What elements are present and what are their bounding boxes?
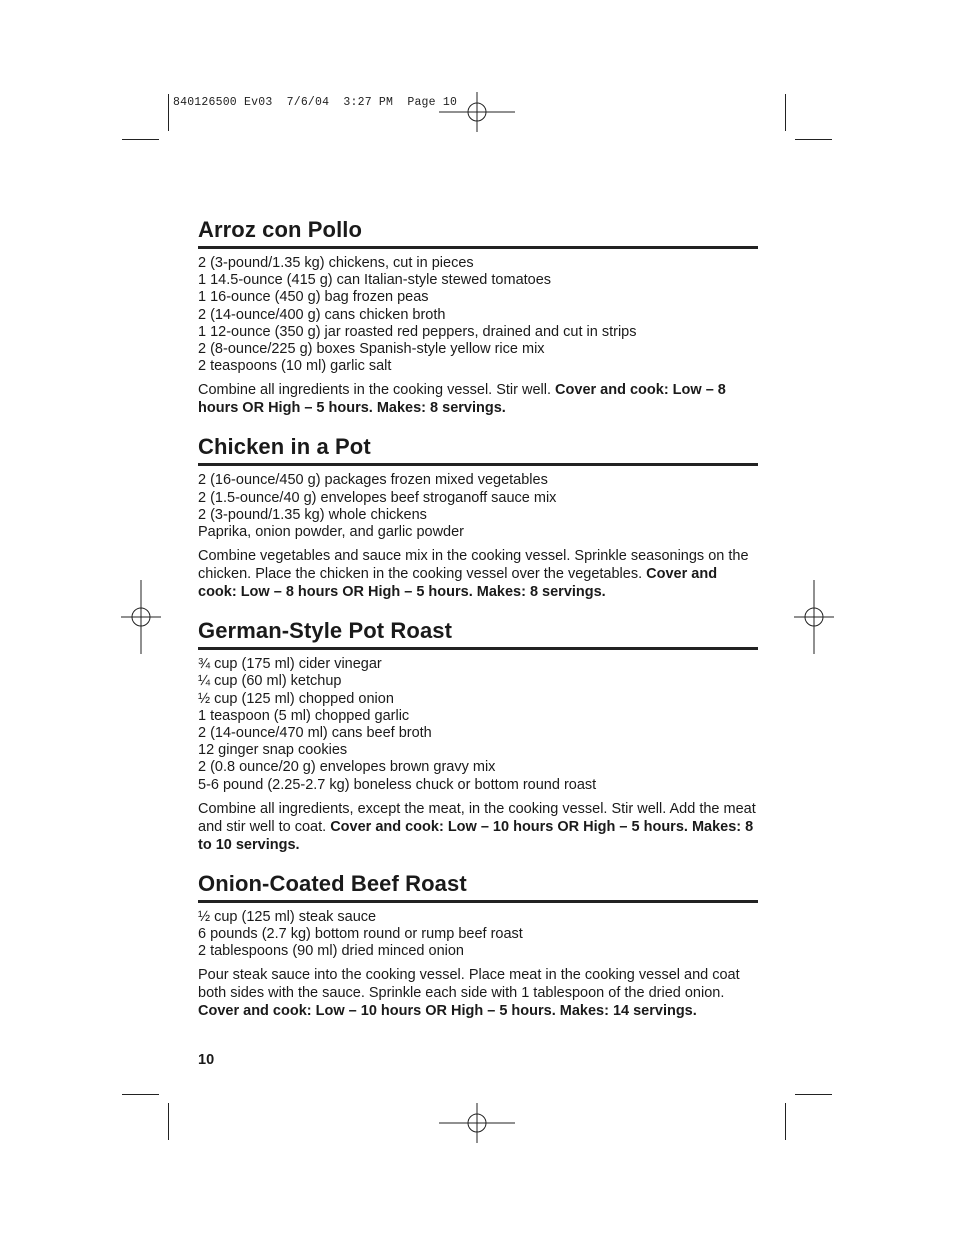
registration-mark-left-icon xyxy=(121,580,161,654)
recipe-title: Arroz con Pollo xyxy=(198,216,758,249)
print-slug: 840126500 Ev03 7/6/04 3:27 PM Page 10 xyxy=(173,96,458,109)
ingredient-item: 2 (1.5-ounce/40 g) envelopes beef stroganoff sauce mix xyxy=(198,489,557,506)
cooking-time: Cover and cook: Low – 8 hours OR High – 5 hours. Makes: 8 servings. xyxy=(198,566,718,601)
registration-mark-top-icon xyxy=(439,92,515,132)
ingredient-item: 2 (14-ounce/400 g) cans chicken broth xyxy=(198,306,446,323)
recipes-content xyxy=(198,216,758,1036)
crop-mark-bottom-right-h xyxy=(795,1094,832,1095)
recipe-chicken-in-a-pot xyxy=(198,433,758,601)
ingredient-item: 2 (14-ounce/470 ml) cans beef broth xyxy=(198,725,432,742)
ingredient-item: 1 teaspoon (5 ml) chopped garlic xyxy=(198,707,410,724)
ingredient-item: ¾ cup (175 ml) cider vinegar xyxy=(198,656,382,673)
ingredient-item: 12 ginger snap cookies xyxy=(198,742,348,759)
ingredient-item: 2 tablespoons (90 ml) dried minced onion xyxy=(198,943,464,960)
recipe-method xyxy=(198,381,758,417)
registration-mark-bottom-icon xyxy=(439,1103,515,1143)
ingredient-item: 2 (8-ounce/225 g) boxes Spanish-style yellow rice mix xyxy=(198,341,545,358)
recipe-method xyxy=(198,547,758,601)
recipe-german-style-pot-roast xyxy=(198,617,758,854)
crop-mark-top-right-h xyxy=(795,139,832,140)
crop-mark-top-right-v xyxy=(785,94,786,131)
ingredient-item: 1 12-ounce (350 g) jar roasted red peppers, drained and cut in strips xyxy=(198,323,637,340)
crop-mark-top-left-v xyxy=(168,94,169,131)
ingredient-item: Paprika, onion powder, and garlic powder xyxy=(198,524,464,541)
ingredient-list xyxy=(198,472,758,541)
registration-mark-right-icon xyxy=(794,580,834,654)
ingredient-item: ½ cup (125 ml) chopped onion xyxy=(198,690,394,707)
ingredient-item: 5-6 pound (2.25-2.7 kg) boneless chuck or bottom round roast xyxy=(198,776,597,793)
recipe-title: Onion-Coated Beef Roast xyxy=(198,870,758,903)
crop-mark-bottom-right-v xyxy=(785,1103,786,1140)
ingredient-item: 6 pounds (2.7 kg) bottom round or rump beef roast xyxy=(198,926,523,943)
recipe-method xyxy=(198,966,758,1020)
ingredient-item: 2 (3-pound/1.35 kg) chickens, cut in pieces xyxy=(198,255,474,271)
crop-mark-bottom-left-v xyxy=(168,1103,169,1140)
ingredient-list xyxy=(198,255,758,375)
recipe-title: German-Style Pot Roast xyxy=(198,617,758,650)
ingredient-item: 2 teaspoons (10 ml) garlic salt xyxy=(198,358,392,375)
cooking-time: Cover and cook: Low – 10 hours OR High – 5 hours. Makes: 8 to 10 servings. xyxy=(198,818,754,853)
ingredient-list xyxy=(198,909,758,961)
method-text: Combine all ingredients in the cooking vessel. Stir well. xyxy=(198,382,552,399)
cooking-time: Cover and cook: Low – 8 hours OR High – 5 hours. Makes: 8 servings. xyxy=(198,382,726,417)
ingredient-item: 1 16-ounce (450 g) bag frozen peas xyxy=(198,289,429,306)
ingredient-list xyxy=(198,656,758,794)
ingredient-item: ¼ cup (60 ml) ketchup xyxy=(198,673,342,690)
method-text: Pour steak sauce into the cooking vessel. Place meat in the cooking vessel and coat both sides with the sauce. Sprinkle each side with 1 tablespoon of the dried onion. xyxy=(198,967,740,1002)
recipe-title: Chicken in a Pot xyxy=(198,433,758,466)
recipe-method xyxy=(198,800,758,854)
recipe-arroz-con-pollo xyxy=(198,216,758,417)
method-text: Combine all ingredients, except the meat, in the cooking vessel. Stir well. Add the meat and stir well to coat. xyxy=(198,800,756,835)
ingredient-item: 2 (0.8 ounce/20 g) envelopes brown gravy mix xyxy=(198,759,496,776)
cooking-time: Cover and cook: Low – 10 hours OR High – 5 hours. Makes: 14 servings. xyxy=(198,1003,697,1020)
ingredient-item: 1 14.5-ounce (415 g) can Italian-style stewed tomatoes xyxy=(198,272,552,289)
crop-mark-top-left-h xyxy=(122,139,159,140)
method-text: Combine vegetables and sauce mix in the cooking vessel. Sprinkle seasonings on the chicken. Place the chicken in the cooking vessel over the vegetables. xyxy=(198,548,749,583)
recipe-onion-coated-beef-roast xyxy=(198,870,758,1021)
ingredient-item: 2 (16-ounce/450 g) packages frozen mixed vegetables xyxy=(198,472,548,489)
ingredient-item: 2 (3-pound/1.35 kg) whole chickens xyxy=(198,506,427,523)
crop-mark-bottom-left-h xyxy=(122,1094,159,1095)
ingredient-item: ½ cup (125 ml) steak sauce xyxy=(198,908,377,925)
page-number: 10 xyxy=(198,1052,215,1068)
